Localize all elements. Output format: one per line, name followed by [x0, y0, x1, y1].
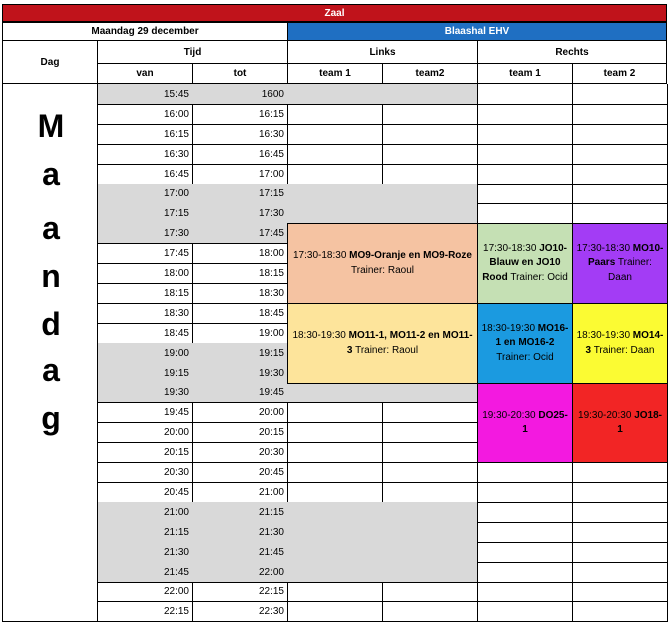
team-slot-cell[interactable] — [382, 84, 478, 105]
booking-block[interactable] — [572, 223, 668, 304]
slot-van-cell: 17:00 — [97, 184, 193, 204]
booking-text — [576, 329, 664, 358]
day-letter: a — [42, 352, 60, 388]
team-slot-cell[interactable] — [477, 144, 573, 165]
team-slot-cell[interactable] — [477, 124, 573, 145]
slot-van-cell: 20:15 — [97, 442, 193, 463]
slot-van-cell: 19:30 — [97, 383, 193, 403]
team-slot-cell[interactable] — [572, 582, 668, 602]
team-slot-cell[interactable] — [287, 482, 383, 503]
slot-van-cell: 22:00 — [97, 582, 193, 602]
team-slot-cell[interactable] — [382, 582, 478, 602]
team-header-rechts-1: team 1 — [477, 63, 573, 84]
team-slot-cell-gray[interactable] — [382, 502, 478, 523]
booking-time: 17:30-18:30 — [576, 242, 631, 254]
booking-text — [291, 249, 474, 278]
tijd-header: Tijd — [97, 40, 288, 64]
team-slot-cell[interactable] — [382, 482, 478, 503]
booking-time: 19:30-20:30 — [578, 409, 632, 421]
slot-tot-cell: 18:45 — [192, 303, 288, 324]
team-slot-cell[interactable] — [287, 124, 383, 145]
slot-tot-cell: 19:45 — [192, 383, 288, 403]
team-slot-cell[interactable] — [477, 502, 573, 523]
team-slot-cell[interactable] — [572, 164, 668, 185]
day-letter: n — [41, 258, 61, 294]
booking-time: 19:30-20:30 — [482, 409, 536, 421]
rechts-header: Rechts — [477, 40, 667, 64]
team-slot-cell[interactable] — [382, 104, 478, 125]
booking-trainer: Trainer: Raoul — [351, 264, 414, 276]
booking-team: MO16-1 en MO16-2 — [495, 322, 569, 349]
slot-tot-cell: 17:45 — [192, 223, 288, 244]
team-slot-cell[interactable] — [572, 84, 668, 105]
slot-tot-cell: 22:30 — [192, 601, 288, 622]
booking-trainer: Trainer: Daan — [608, 257, 652, 283]
van-header: van — [97, 63, 193, 84]
team-slot-cell[interactable] — [572, 184, 668, 204]
slot-van-cell: 21:00 — [97, 502, 193, 523]
team-slot-cell[interactable] — [477, 542, 573, 563]
team-slot-cell-gray[interactable] — [287, 542, 383, 563]
booking-text — [481, 322, 569, 366]
booking-time: 18:30-19:30 — [292, 330, 346, 341]
dag-header: Dag — [2, 40, 98, 84]
day-letter: a — [42, 156, 60, 192]
team-slot-cell[interactable] — [287, 203, 383, 224]
slot-van-cell: 18:15 — [97, 283, 193, 304]
slot-tot-cell: 20:30 — [192, 442, 288, 463]
booking-team: MO14-3 — [585, 330, 664, 356]
booking-block[interactable] — [572, 303, 668, 384]
team-slot-cell-gray[interactable] — [382, 522, 478, 543]
zaal-header: Zaal — [2, 4, 667, 22]
slot-tot-cell: 21:30 — [192, 522, 288, 543]
team-slot-cell-gray[interactable] — [287, 502, 383, 523]
booking-block[interactable] — [287, 223, 478, 304]
slot-tot-cell: 22:15 — [192, 582, 288, 602]
slot-tot-cell: 21:00 — [192, 482, 288, 503]
booking-block[interactable] — [477, 303, 573, 384]
slot-van-cell: 20:30 — [97, 462, 193, 483]
slot-van-cell: 15:45 — [97, 84, 193, 105]
team-slot-cell-gray[interactable] — [382, 562, 478, 583]
team-slot-cell[interactable] — [572, 462, 668, 483]
team-slot-cell[interactable] — [477, 522, 573, 543]
team-slot-cell[interactable] — [287, 462, 383, 483]
links-header: Links — [287, 40, 478, 64]
booking-text — [576, 242, 664, 286]
slot-van-cell: 16:00 — [97, 104, 193, 125]
team-slot-cell[interactable] — [287, 184, 383, 204]
team-slot-cell[interactable] — [572, 144, 668, 165]
booking-trainer: Trainer: Ocid — [510, 271, 568, 283]
slot-van-cell: 17:45 — [97, 243, 193, 264]
slot-tot-cell: 21:45 — [192, 542, 288, 563]
booking-trainer: Trainer: Daan — [593, 344, 655, 356]
team-slot-cell[interactable] — [572, 124, 668, 145]
slot-van-cell: 16:45 — [97, 164, 193, 185]
slot-tot-cell: 18:00 — [192, 243, 288, 264]
slot-tot-cell: 19:15 — [192, 343, 288, 364]
slot-tot-cell: 16:15 — [192, 104, 288, 125]
booking-text — [481, 242, 569, 286]
team-slot-cell[interactable] — [572, 502, 668, 523]
day-column — [2, 84, 98, 622]
slot-tot-cell: 17:30 — [192, 203, 288, 224]
team-slot-cell[interactable] — [477, 164, 573, 185]
booking-trainer: Trainer: Ocid — [496, 351, 554, 363]
team-slot-cell[interactable] — [382, 203, 478, 224]
team-slot-cell[interactable] — [382, 442, 478, 463]
team-slot-cell[interactable] — [477, 601, 573, 622]
slot-van-cell: 18:30 — [97, 303, 193, 324]
team-slot-cell-gray[interactable] — [382, 542, 478, 563]
slot-tot-cell: 21:15 — [192, 502, 288, 523]
booking-text — [576, 409, 664, 438]
slot-van-cell: 19:15 — [97, 363, 193, 384]
slot-tot-cell: 18:30 — [192, 283, 288, 304]
booking-block[interactable] — [572, 383, 668, 463]
day-letter: a — [42, 210, 60, 246]
team-slot-cell[interactable] — [477, 203, 573, 224]
team-slot-cell[interactable] — [477, 562, 573, 583]
booking-team: MO10-Paars — [588, 242, 664, 269]
day-letter: M — [37, 108, 65, 144]
team-slot-cell[interactable] — [477, 184, 573, 204]
team-slot-cell[interactable] — [287, 601, 383, 622]
slot-van-cell: 22:15 — [97, 601, 193, 622]
team-slot-cell-gray[interactable] — [287, 562, 383, 583]
slot-van-cell: 18:00 — [97, 263, 193, 284]
booking-time: 17:30-18:30 — [483, 242, 537, 254]
slot-tot-cell: 20:45 — [192, 462, 288, 483]
team-slot-cell[interactable] — [382, 124, 478, 145]
day-letter: d — [41, 306, 61, 342]
booking-team: JO10-Blauw en JO10 Rood — [482, 242, 567, 283]
slot-van-cell: 21:30 — [97, 542, 193, 563]
slot-tot-cell: 17:00 — [192, 164, 288, 185]
slot-tot-cell: 20:15 — [192, 422, 288, 443]
team-slot-cell[interactable] — [477, 104, 573, 125]
booking-time: 18:30-19:30 — [481, 322, 536, 334]
slot-van-cell: 17:15 — [97, 203, 193, 224]
team-slot-cell[interactable] — [477, 462, 573, 483]
booking-time: 18:30-19:30 — [576, 330, 631, 341]
team-slot-cell-gray[interactable] — [382, 383, 478, 403]
booking-block[interactable] — [477, 383, 573, 463]
booking-text — [291, 329, 474, 358]
slot-tot-cell: 20:00 — [192, 402, 288, 423]
team-slot-cell[interactable] — [572, 562, 668, 583]
booking-trainer: Trainer: Raoul — [355, 344, 419, 356]
team-slot-cell[interactable] — [382, 422, 478, 443]
booking-team: JO18-1 — [617, 409, 662, 435]
team-slot-cell[interactable] — [382, 601, 478, 622]
booking-time: 17:30-18:30 — [293, 250, 347, 261]
team-slot-cell[interactable] — [572, 542, 668, 563]
team-slot-cell[interactable] — [382, 144, 478, 165]
team-slot-cell[interactable] — [572, 203, 668, 224]
booking-block[interactable] — [287, 303, 478, 384]
team-slot-cell[interactable] — [287, 402, 383, 423]
slot-van-cell: 19:45 — [97, 402, 193, 423]
slot-tot-cell: 17:15 — [192, 184, 288, 204]
team-header-rechts-2: team 2 — [572, 63, 667, 84]
team-slot-cell-gray[interactable] — [287, 383, 383, 403]
slot-van-cell: 20:00 — [97, 422, 193, 443]
team-slot-cell[interactable] — [572, 601, 668, 622]
team-slot-cell[interactable] — [287, 582, 383, 602]
slot-van-cell: 17:30 — [97, 223, 193, 244]
booking-team: MO9-Oranje en MO9-Roze — [349, 250, 472, 261]
slot-tot-cell: 1600 — [192, 84, 288, 105]
team-header-links-1: team 1 — [287, 63, 383, 84]
day-letter: g — [41, 400, 61, 436]
slot-van-cell: 21:45 — [97, 562, 193, 583]
slot-tot-cell: 18:15 — [192, 263, 288, 284]
slot-tot-cell: 16:30 — [192, 124, 288, 145]
booking-team: DO25-1 — [522, 409, 568, 435]
team-slot-cell[interactable] — [382, 462, 478, 483]
team-slot-cell[interactable] — [287, 144, 383, 165]
team-slot-cell[interactable] — [287, 442, 383, 463]
team-slot-cell[interactable] — [477, 84, 573, 105]
date-header: Maandag 29 december — [2, 22, 288, 41]
team-slot-cell-gray[interactable] — [287, 522, 383, 543]
team-slot-cell[interactable] — [382, 402, 478, 423]
slot-tot-cell: 19:30 — [192, 363, 288, 384]
team-slot-cell[interactable] — [287, 164, 383, 185]
slot-tot-cell: 16:45 — [192, 144, 288, 165]
hall-header: Blaashal EHV — [287, 22, 667, 41]
slot-van-cell: 16:15 — [97, 124, 193, 145]
team-slot-cell[interactable] — [477, 482, 573, 503]
booking-team: MO11-1, MO11-2 en MO11-3 — [346, 330, 473, 356]
slot-van-cell: 20:45 — [97, 482, 193, 503]
slot-van-cell: 16:30 — [97, 144, 193, 165]
team-slot-cell[interactable] — [287, 422, 383, 443]
slot-van-cell: 21:15 — [97, 522, 193, 543]
team-slot-cell[interactable] — [287, 104, 383, 125]
team-slot-cell[interactable] — [382, 184, 478, 204]
team-slot-cell[interactable] — [382, 164, 478, 185]
slot-tot-cell: 19:00 — [192, 323, 288, 344]
team-header-links-2: team2 — [382, 63, 478, 84]
slot-van-cell: 18:45 — [97, 323, 193, 344]
slot-van-cell: 19:00 — [97, 343, 193, 364]
team-slot-cell[interactable] — [572, 482, 668, 503]
booking-text — [481, 409, 569, 438]
booking-block[interactable] — [477, 223, 573, 304]
tot-header: tot — [192, 63, 288, 84]
team-slot-cell[interactable] — [572, 104, 668, 125]
slot-tot-cell: 22:00 — [192, 562, 288, 583]
team-slot-cell[interactable] — [477, 582, 573, 602]
team-slot-cell[interactable] — [572, 522, 668, 543]
team-slot-cell[interactable] — [287, 84, 383, 105]
